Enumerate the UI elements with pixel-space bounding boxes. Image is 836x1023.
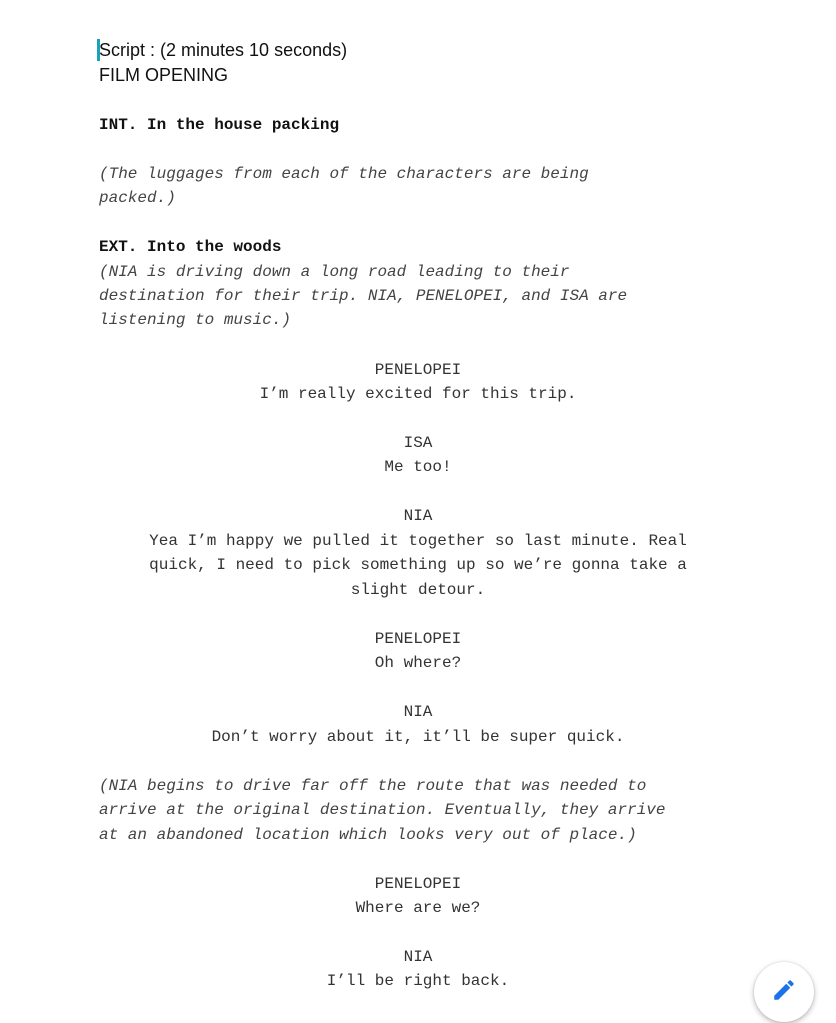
edit-fab-button[interactable] <box>754 962 814 1022</box>
script-duration-line: Script : (2 minutes 10 seconds) <box>99 40 348 60</box>
dialogue-line: I’ll be right back. <box>326 972 510 990</box>
character-name: PENELOPEI <box>374 630 462 648</box>
action-line: (NIA begins to drive far off the route that was needed to <box>99 777 647 795</box>
dialogue-line: quick, I need to pick something up so we’re gonna take a <box>149 556 687 574</box>
dialogue-line: Yea I’m happy we pulled it together so last minute. Real <box>149 532 687 550</box>
action-line: arrive at the original destination. Eventually, they arrive <box>99 801 666 819</box>
scene-heading-int: INT. In the house packing <box>99 116 340 134</box>
action-line: at an abandoned location which looks very out of place.) <box>99 826 637 844</box>
scene-heading-ext: EXT. Into the woods <box>99 238 282 256</box>
action-line: destination for their trip. NIA, PENELOPEI, and ISA are <box>99 287 628 305</box>
action-line: (The luggages from each of the characters are being <box>99 165 589 183</box>
dialogue-line: Me too! <box>384 458 452 476</box>
dialogue-line: slight detour. <box>350 581 486 599</box>
film-opening-title: FILM OPENING <box>99 65 229 85</box>
dialogue-line: I’m really excited for this trip. <box>259 385 577 403</box>
dialogue-line: Oh where? <box>374 654 462 672</box>
character-name: ISA <box>403 434 433 452</box>
action-line: listening to music.) <box>99 311 292 329</box>
dialogue-line: Don’t worry about it, it’ll be super quick. <box>211 728 625 746</box>
character-name: NIA <box>403 507 433 525</box>
character-name: NIA <box>403 703 433 721</box>
character-name: PENELOPEI <box>374 875 462 893</box>
action-line: (NIA is driving down a long road leading to their <box>99 263 570 281</box>
dialogue-line: Where are we? <box>355 899 481 917</box>
character-name: PENELOPEI <box>374 361 462 379</box>
character-name: NIA <box>403 948 433 966</box>
pencil-icon <box>771 977 797 1008</box>
action-line: packed.) <box>99 189 176 207</box>
